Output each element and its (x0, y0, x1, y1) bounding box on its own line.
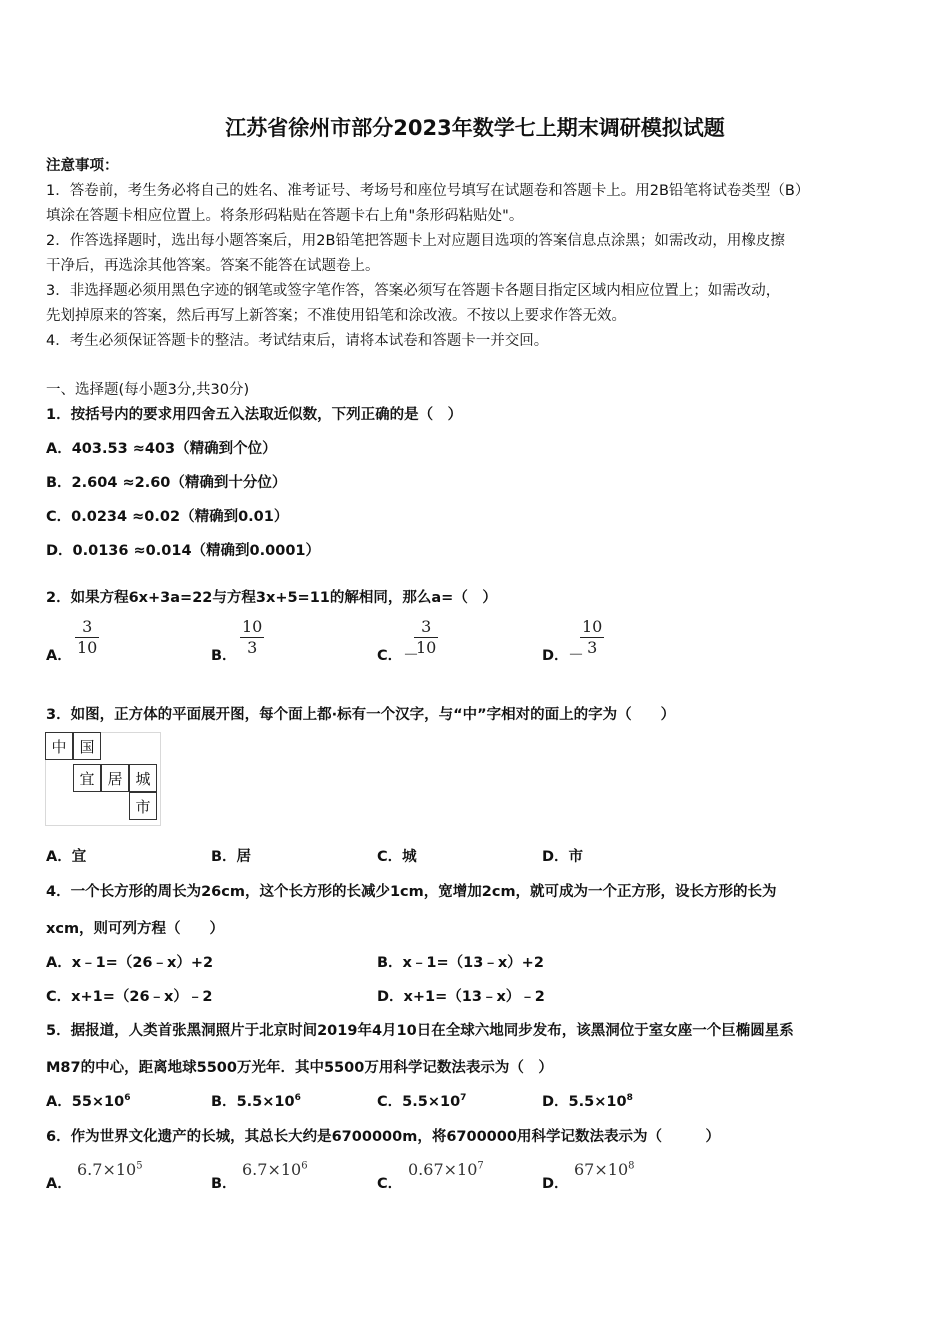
notes-line: 1．答卷前，考生务必将自己的姓名、准考证号、考场号和座位号填写在试题卷和答题卡上。用2B铅笔将试卷类型（B） (46, 183, 810, 199)
cube-face-zhong: 中 (45, 732, 73, 760)
option-exponent: 8 (626, 1093, 633, 1104)
numerator: 10 (582, 617, 603, 636)
q4-option-a: A．x﹣1=（26﹣x）+2 (46, 955, 214, 971)
question-5-stem-cont: M87的中心，距离地球5500万光年．其中5500万用科学记数法表示为（ ） (46, 1060, 553, 1076)
option-label: B． (211, 1094, 237, 1110)
numerator: 10 (242, 617, 263, 636)
q6-option-c-value (408, 1160, 484, 1179)
option-label: C． (377, 1094, 403, 1110)
denominator: 3 (247, 638, 258, 657)
option-exponent: 6 (124, 1093, 131, 1104)
q6-option-c-label: C． (377, 1176, 403, 1192)
cube-face-yi: 宜 (73, 764, 101, 792)
q5-option-c (377, 1090, 466, 1111)
option-base: 55×10 (71, 1094, 125, 1110)
q5-option-a (46, 1090, 131, 1111)
notes-line: 4．考生必须保证答题卡的整洁。考试结束后，请将本试卷和答题卡一并交回。 (46, 333, 549, 349)
q2-option-a-label: A． (46, 648, 72, 664)
question-6-stem: 6．作为世界文化遗产的长城，其总长大约是6700000m，将6700000用科学记数法表示为（ ） (46, 1129, 720, 1145)
denominator: 10 (77, 638, 98, 657)
notes-line: 3．非选择题必须用黑色字迹的钢笔或签字笔作答，答案必须写在答题卡各题目指定区域内相应位置上；如需改动， (46, 283, 781, 299)
q5-option-b (211, 1090, 301, 1111)
q3-option-a: A．宜 (46, 849, 87, 865)
question-5-stem: 5．据报道，人类首张黑洞照片于北京时间2019年4月10日在全球六地同步发布，该黑洞位于室女座一个巨椭圆星系 (46, 1023, 794, 1039)
numerator: 3 (82, 617, 93, 636)
option-base: 6.7×10 (242, 1160, 302, 1179)
option-base: 5.5×10 (568, 1094, 627, 1110)
denominator: 10 (416, 638, 437, 657)
question-3-stem: 3．如图，正方体的平面展开图，每个面上都·标有一个汉字，与“中”字相对的面上的字为（ ） (46, 707, 676, 723)
q2-option-c-fraction (414, 617, 438, 658)
cube-net-figure (45, 732, 161, 826)
notes-line: 2．作答选择题时，选出每小题答案后，用2B铅笔把答题卡上对应题目选项的答案信息点涂黑；如需改动，用橡皮擦 (46, 233, 785, 249)
option-exponent: 7 (460, 1093, 467, 1104)
numerator: 3 (421, 617, 432, 636)
option-base: 5.5×10 (402, 1094, 461, 1110)
cube-face-cheng: 城 (129, 764, 157, 792)
question-4-stem-cont: xcm，则可列方程（ ） (46, 921, 225, 937)
q4-option-c: C．x+1=（26﹣x）﹣2 (46, 989, 213, 1005)
q6-option-a-value (77, 1160, 143, 1179)
q6-option-b-value (242, 1160, 308, 1179)
q3-option-b: B．居 (211, 849, 252, 865)
option-exponent: 5 (136, 1160, 143, 1172)
option-base: 5.5×10 (236, 1094, 295, 1110)
notes-line: 先划掉原来的答案，然后再写上新答案；不准使用铅笔和涂改液。不按以上要求作答无效。 (46, 308, 626, 324)
negative-sign: － (403, 645, 420, 664)
cube-face-ju: 居 (101, 764, 129, 792)
q2-option-b-fraction (240, 617, 264, 658)
option-exponent: 6 (301, 1160, 308, 1172)
q5-option-d (542, 1090, 633, 1111)
option-label: A． (46, 1094, 72, 1110)
q2-option-b-label: B． (211, 648, 237, 664)
q1-option-a: A．403.53 ≈403（精确到个位） (46, 441, 277, 457)
q6-option-a-label: A． (46, 1176, 72, 1192)
notes-line: 干净后，再选涂其他答案。答案不能答在试题卷上。 (46, 258, 380, 274)
q4-option-b: B．x﹣1=（13﹣x）+2 (377, 955, 544, 971)
page-title: 江苏省徐州市部分2023年数学七上期末调研模拟试题 (225, 116, 725, 140)
q2-option-d-fraction (580, 617, 604, 658)
question-2-stem: 2．如果方程6x+3a=22与方程3x+5=11的解相同，那么a=（ ） (46, 590, 497, 606)
q2-option-a-fraction (75, 617, 99, 658)
negative-sign: － (568, 645, 585, 664)
cube-face-shi: 市 (129, 792, 157, 820)
q6-option-d-value (574, 1160, 635, 1179)
option-base: 6.7×10 (77, 1160, 137, 1179)
section-heading: 一、选择题(每小题3分,共30分) (46, 382, 250, 398)
q6-option-d-label: D． (542, 1176, 569, 1192)
q3-option-d: D．市 (542, 849, 584, 865)
option-exponent: 7 (477, 1160, 484, 1172)
cube-face-guo: 国 (73, 732, 101, 760)
question-1-stem: 1．按括号内的要求用四舍五入法取近似数，下列正确的是（ ） (46, 407, 463, 423)
option-exponent: 6 (294, 1093, 301, 1104)
q1-option-d: D．0.0136 ≈0.014（精确到0.0001） (46, 543, 321, 559)
q2-option-c-label: C． (377, 648, 403, 664)
option-base: 0.67×10 (408, 1160, 478, 1179)
notes-line: 填涂在答题卡相应位置上。将条形码粘贴在答题卡右上角"条形码粘贴处"。 (46, 208, 524, 224)
option-base: 67×10 (574, 1160, 629, 1179)
q2-option-d-label: D． (542, 648, 569, 664)
option-exponent: 8 (628, 1160, 635, 1172)
q4-option-d: D．x+1=（13﹣x）﹣2 (377, 989, 545, 1005)
q1-option-c: C．0.0234 ≈0.02（精确到0.01） (46, 509, 289, 525)
q3-option-c: C．城 (377, 849, 417, 865)
q6-option-b-label: B． (211, 1176, 237, 1192)
q1-option-b: B．2.604 ≈2.60（精确到十分位） (46, 475, 287, 491)
denominator: 3 (587, 638, 598, 657)
option-label: D． (542, 1094, 569, 1110)
question-4-stem: 4．一个长方形的周长为26cm，这个长方形的长减少1cm，宽增加2cm，就可成为一个正方形，设长方形的长为 (46, 884, 777, 900)
notes-heading: 注意事项： (46, 158, 119, 174)
